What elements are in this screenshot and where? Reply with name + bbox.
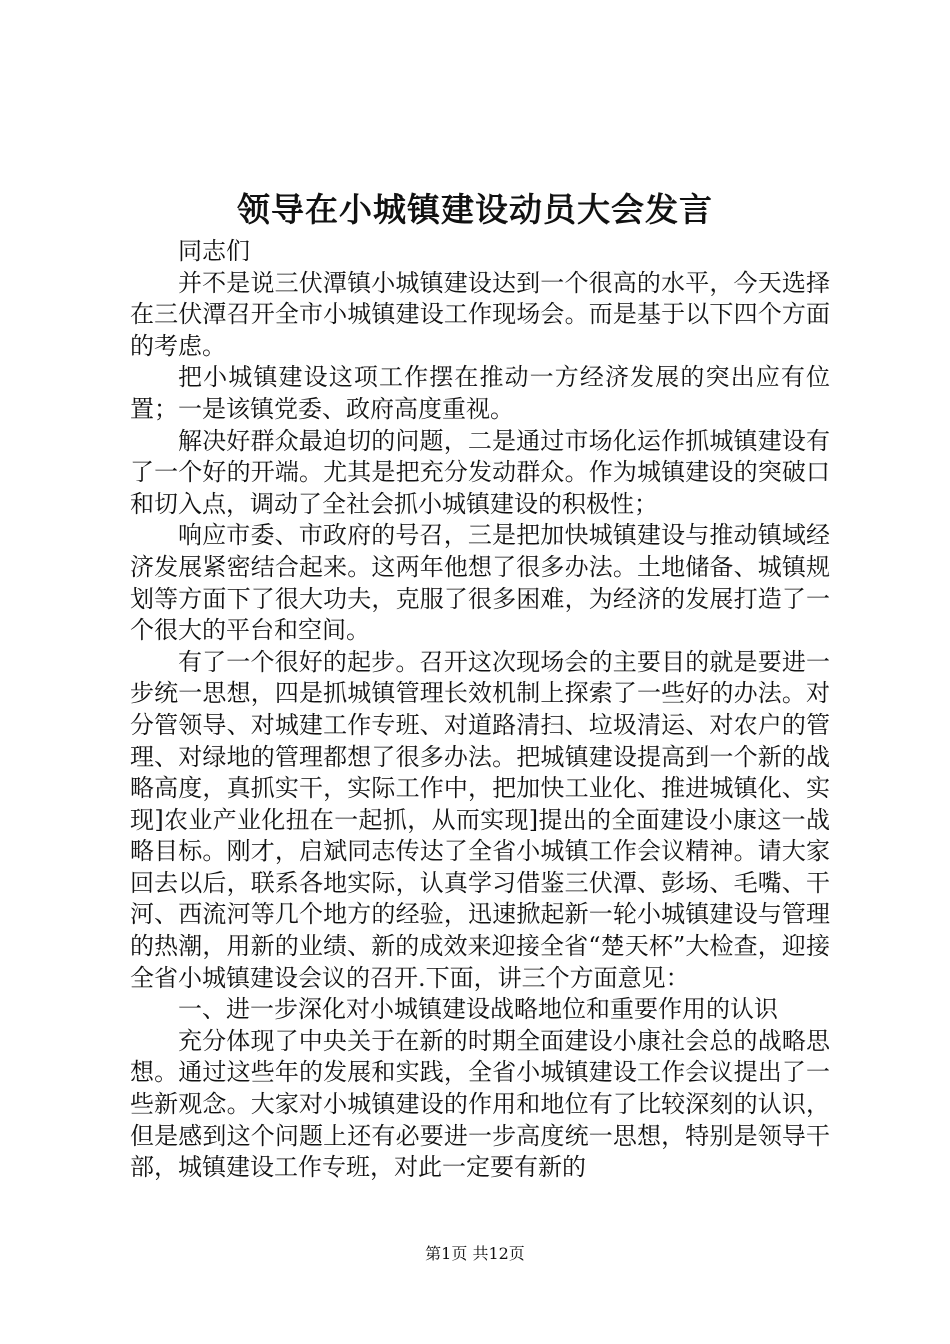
body-paragraph: 响应市委、市政府的号召，三是把加快城镇建设与推动镇域经济发展紧密结合起来。这两年他想了很多办法。土地储备、城镇规划等方面下了很大功夫，克服了很多困难，为经济的发展打造了一个很大的平台和空间。 (130, 521, 830, 645)
page-number-footer: 第1页 共12页 (425, 1244, 525, 1263)
body-paragraph: 充分体现了中央关于在新的时期全面建设小康社会总的战略思想。通过这些年的发展和实践，全省小城镇建设工作会议提出了一些新观念。大家对小城镇建设的作用和地位有了比较深刻的认识，但是感到这个问题上还有必要进一步高度统一思想，特别是领导干部，城镇建设工作专班，对此一定要有新的 (130, 1026, 830, 1182)
body-paragraph: 解决好群众最迫切的问题，二是通过市场化运作抓城镇建设有了一个好的开端。尤其是把充分发动群众。作为城镇建设的突破口和切入点，调动了全社会抓小城镇建设的积极性； (130, 426, 830, 518)
section-heading: 一、进一步深化对小城镇建设战略地位和重要作用的认识 (178, 995, 778, 1024)
document-body (130, 236, 830, 1184)
greeting-paragraph: 同志们 (178, 237, 250, 265)
body-paragraph: 并不是说三伏潭镇小城镇建设达到一个很高的水平，今天选择在三伏潭召开全市小城镇建设工作现场会。而是基于以下四个方面的考虑。 (130, 268, 830, 360)
document-title: 领导在小城镇建设动员大会发言 (237, 190, 713, 229)
body-paragraph: 有了一个很好的起步。召开这次现场会的主要目的就是要进一步统一思想，四是抓城镇管理长效机制上探索了一些好的办法。对分管领导、对城建工作专班、对道路清扫、垃圾清运、对农户的管理、对绿地的管理都想了很多办法。把城镇建设提高到一个新的战略高度，真抓实干，实际工作中，把加快工业化、推进城镇化、实现]农业产业化扭在一起抓，从而实现]提出的全面建设小康这一战略目标。刚才，启斌同志传达了全省小城镇工作会议精神。请大家回去以后，联系各地实际，认真学习借鉴三伏潭、彭场、毛嘴、干河、西流河等几个地方的经验，迅速掀起新一轮小城镇建设与管理的热潮，用新的业绩、新的成效来迎接全省“楚天杯”大检查，迎接全省小城镇建设会议的召开.下面，讲三个方面意见： (130, 647, 830, 992)
body-paragraph: 把小城镇建设这项工作摆在推动一方经济发展的突出应有位置；一是该镇党委、政府高度重视。 (130, 363, 830, 423)
